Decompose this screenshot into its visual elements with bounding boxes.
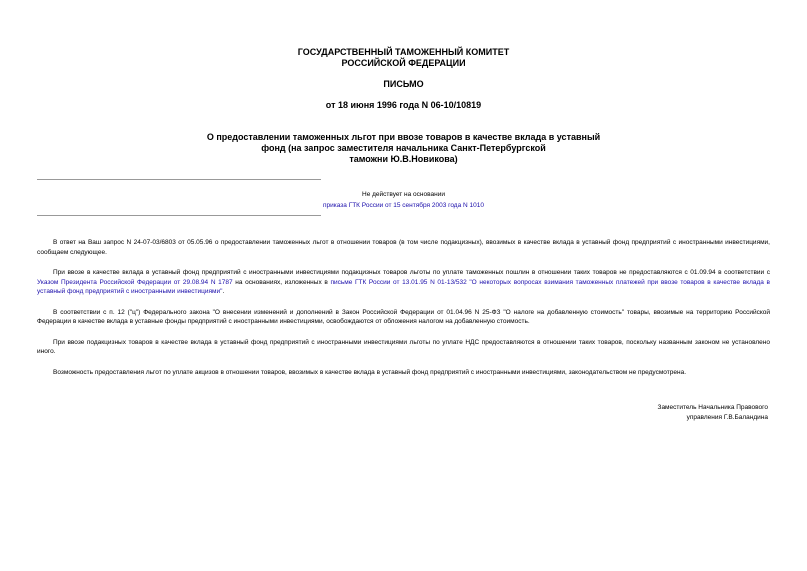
document-title-line1: О предоставлении таможенных льгот при ввозе товаров в качестве вклада в уставный xyxy=(206,132,601,142)
paragraph-4: При ввозе подакцизных товаров в качестве вклада в уставный фонд предприятий с иностранными инвестициями льготы по уплате НДС предоставляются в отношении таких товаров, поскольку названным законом не установлено иного. xyxy=(37,338,770,355)
divider-top xyxy=(37,179,321,180)
decree-link[interactable]: Указом Президента Российской Федерации от 29.08.94 N 1787 xyxy=(37,278,233,286)
org-name-line1: ГОСУДАРСТВЕННЫЙ ТАМОЖЕННЫЙ КОМИТЕТ xyxy=(297,47,510,57)
status-notice: Не действует на основании xyxy=(362,191,445,198)
document-title-line2: фонд (на запрос заместителя начальника Санкт-Петербургской xyxy=(261,143,546,153)
document-type: ПИСЬМО xyxy=(383,79,424,89)
status-order-link[interactable]: приказа ГТК России от 15 сентября 2003 года N 1010 xyxy=(323,202,484,209)
paragraph-1: В ответ на Ваш запрос N 24-07-03/6803 от 05.05.96 о предоставлении таможенных льгот в отношении товаров (в том числе подакцизных), ввозимых в качестве вклада в уставный фонд предприятий с иностранными инвестициями, сообщаем следующее. xyxy=(37,239,770,256)
gtk-letter-link[interactable]: письме ГТК России от 13.01.95 N 01-13/532 "О некоторых вопросах взимания таможенных платежей при ввозе товаров в качестве вклада в уставный фонд предприятий с иностранными инвестициями" xyxy=(37,278,771,295)
signature-line1: Заместитель Начальника Правового xyxy=(657,404,768,411)
signature-line2: управления Г.В.Баландина xyxy=(686,414,768,421)
letter-body xyxy=(37,238,770,388)
org-name-line2: РОССИЙСКОЙ ФЕДЕРАЦИИ xyxy=(341,58,466,68)
signature-block xyxy=(658,403,768,423)
divider-bottom xyxy=(37,215,321,216)
paragraph-5: Возможность предоставления льгот по уплате акцизов в отношении товаров, ввозимых в качестве вклада в уставный фонд предприятий с иностранными инвестициями, законодательством не предусмотрена. xyxy=(53,368,686,376)
paragraph-3: В соответствии с п. 12 ("ц") Федерального закона "О внесении изменений и дополнений в Закон Российской Федерации от 01.04.96 N 25-ФЗ "О налоге на добавленную стоимость" товары, ввозимые на территорию Российской Федерации в качестве вклада в уставные фонды предприятий с иностранными инвестициями, освобождаются от обложения налогом на добавленную стоимость. xyxy=(37,308,770,325)
paragraph-2: При ввозе в качестве вклада в уставный фонд предприятий с иностранными инвестициями подакцизных товаров льготы по уплате таможенных пошлин в отношении таких товаров не предоставляются с 01.09.94 в соответствии с Указом Президента Российской Федерации от 29.08.94 N 1787 на основаниях, изложенных в письме ГТК России от 13.01.95 N 01-13/532 "О некоторых вопросах взимания таможенных платежей при ввозе товаров в качестве вклада в уставный фонд предприятий с иностранными инвестициями". xyxy=(37,269,771,295)
document-date-number: от 18 июня 1996 года N 06-10/10819 xyxy=(325,100,482,110)
document-title-line3: таможни Ю.В.Новикова) xyxy=(349,154,458,164)
